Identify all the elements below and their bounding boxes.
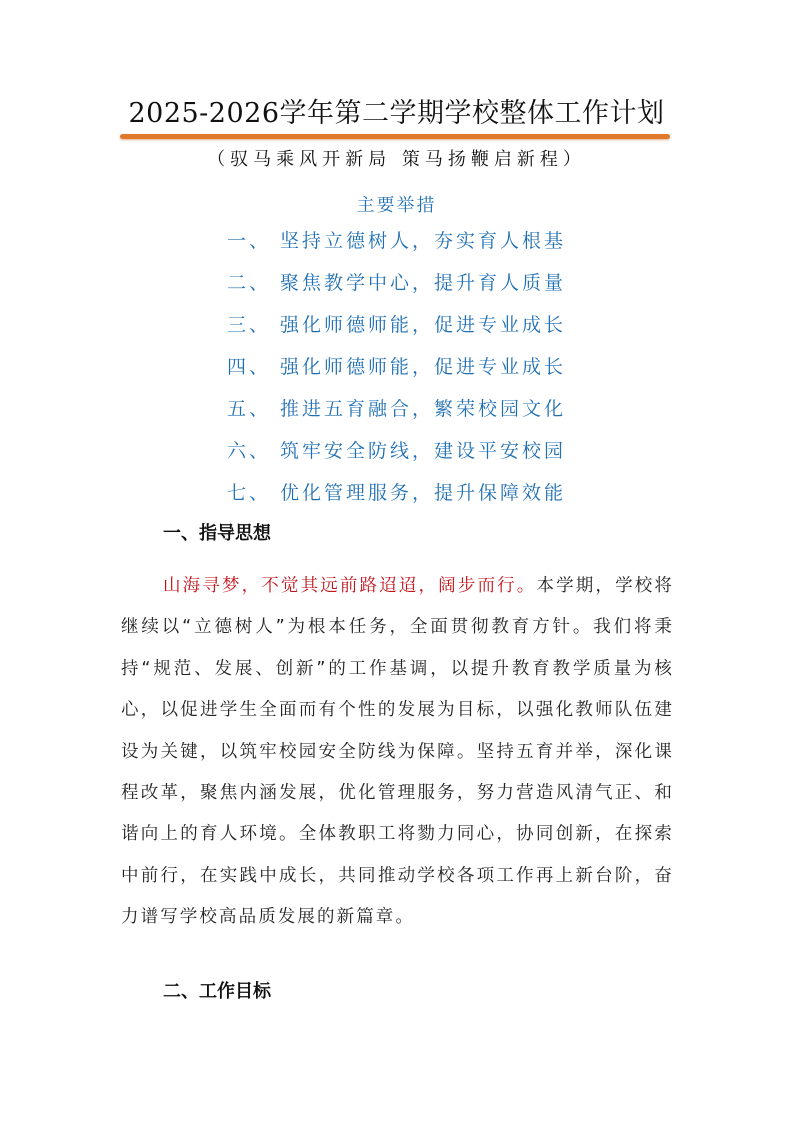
measure-item-3: 三、 强化师德师能，促进专业成长 — [226, 314, 567, 336]
title-underline-divider — [120, 134, 670, 139]
measure-item-5: 五、 推进五育融合，繁荣校园文化 — [226, 398, 567, 420]
measure-item-4: 四、 强化师德师能，促进专业成长 — [226, 356, 567, 378]
paragraph-body: 本学期，学校将继续以“立德树人”为根本任务，全面贯彻教育方针。我们将秉持“规范、发展、创新”的工作基调，以提升教育教学质量为核心，以促进学生全面而有个性的发展为目标，以强化教师队伍建设为关键，以筑牢校园安全防线为保障。坚持五育并举，深化课程改革，聚焦内涵发展，优化管理服务，努力营造风清气正、和谐向上的育人环境。全体教职工将勠力同心，协同创新，在探索中前行，在实践中成长，共同推动学校各项工作再上新台阶，奋力谱写学校高品质发展的新篇章。 — [121, 576, 675, 928]
measures-heading: 主要举措 — [356, 195, 437, 216]
section-heading-work-goals: 二、工作目标 — [163, 981, 271, 1002]
document-subtitle: （驭马乘风开新局 策马扬鞭启新程） — [207, 149, 586, 170]
main-measures-list — [200, 194, 593, 523]
measure-item-2: 二、 聚焦教学中心，提升育人质量 — [226, 272, 567, 294]
measure-item-7: 七、 优化管理服务，提升保障效能 — [226, 482, 567, 504]
measure-item-6: 六、 筑牢安全防线，建设平安校园 — [226, 440, 567, 462]
document-title: 2025-2026学年第二学期学校整体工作计划 — [128, 98, 665, 129]
measure-item-1: 一、 坚持立德树人，夯实育人根基 — [226, 230, 567, 252]
section-heading-guiding-ideology: 一、指导思想 — [163, 523, 271, 544]
guiding-ideology-paragraph — [121, 566, 674, 939]
highlight-quote: 山海寻梦，不觉其远前路迢迢，阔步而行。 — [163, 576, 537, 596]
